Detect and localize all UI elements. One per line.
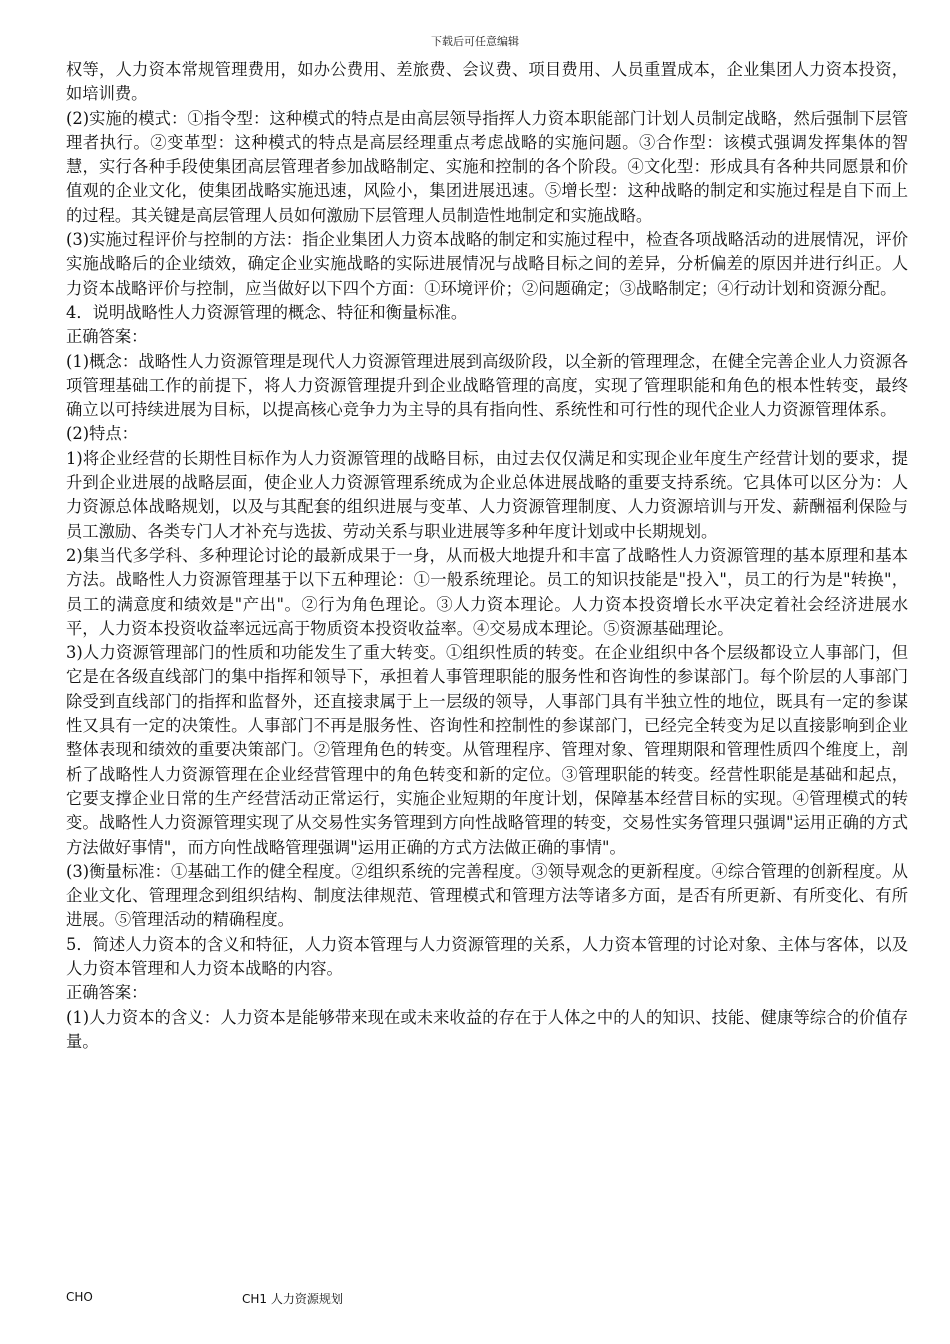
question-heading: 5．简述人力资本的含义和特征，人力资本管理与人力资源管理的关系，人力资本管理的讨论对象、主体与客体，以及人力资本管理和人力资本战略的内容。: [66, 934, 908, 978]
answer-label: 正确答案：: [66, 983, 148, 1003]
paragraph: 3)人力资源管理部门的性质和功能发生了重大转变。①组织性质的转变。在企业组织中各个层级都设立人事部门，但它是在各级直线部门的集中指挥和领导下，承担着人事管理职能的服务性和咨询性的参谋部门。每个阶层的人事部门除受到直线部门的指挥和监督外，还直接隶属于上一层级的领导，人事部门具有半独立性的地位，既具有一定的参谋性又具有一定的决策性。人事部门不再是服务性、咨询性和控制性的参谋部门，已经完全转变为足以直接影响到企业整体表现和绩效的重要决策部门。②管理角色的转变。从管理程序、管理对象、管理期限和管理性质四个维度上，剖析了战略性人力资源管理在企业经营管理中的角色转变和新的定位。③管理职能的转变。经营性职能是基础和起点，它要支撑企业日常的生产经营活动正常运行，实施企业短期的年度计划，保障基本经营目标的实现。④管理模式的转变。战略性人力资源管理实现了从交易性实务管理到方向性战略管理的转变，交易性实务管理只强调"运用正确的方式方法做好事情"，而方向性战略管理强调"运用正确的方式方法做正确的事情"。: [66, 643, 908, 857]
paragraph: 1)将企业经营的长期性目标作为人力资源管理的战略目标，由过去仅仅满足和实现企业年度生产经营计划的要求，提升到企业进展的战略层面，使企业人力资源管理系统成为企业总体进展战略的重要支持系统。它具体可以区分为：人力资源总体战略规划，以及与其配套的组织进展与变革、人力资源管理制度、人力资源培训与开发、薪酬福利保险与员工激励、各类专门人才补充与选拔、劳动关系与职业进展等多种年度计划或中长期规划。: [66, 448, 908, 541]
paragraph: (3)实施过程评价与控制的方法：指企业集团人力资本战略的制定和实施过程中，检查各项战略活动的进展情况，评价实施战略后的企业绩效，确定企业实施战略的实际进展情况与战略目标之间的差异，分析偏差的原因并进行纠正。人力资本战略评价与控制，应当做好以下四个方面：①环境评价；②问题确定；③战略制定；④行动计划和资源分配。: [66, 230, 908, 298]
paragraph: 2)集当代多学科、多种理论讨论的最新成果于一身，从而极大地提升和丰富了战略性人力资源管理的基本原理和基本方法。战略性人力资源管理基于以下五种理论：①一般系统理论。员工的知识技能是"投入"，员工的行为是"转换"，员工的满意度和绩效是"产出"。②行为角色理论。③人力资本理论。人力资本投资增长水平决定着社会经济进展水平，人力资本投资收益率远远高于物质资本投资收益率。④交易成本理论。⑤资源基础理论。: [66, 545, 908, 638]
footer-left: CHO: [66, 1290, 93, 1304]
answer-label: 正确答案：: [66, 327, 148, 347]
paragraph: (2)特点：: [66, 424, 138, 444]
paragraph: (2)实施的模式：①指令型：这种模式的特点是由高层领导指挥人力资本职能部门计划人员制定战略，然后强制下层管理者执行。②变革型：这种模式的特点是高层经理重点考虑战略的实施问题。③合作型：该模式强调发挥集体的智慧，实行各种手段使集团高层管理者参加战略制定、实施和控制的各个阶段。④文化型：形成具有各种共同愿景和价值观的企业文化，使集团战略实施迅速，风险小，集团进展迅速。⑤增长型：这种战略的制定和实施过程是自下而上的过程。其关键是高层管理人员如何激励下层管理人员制造性地制定和实施战略。: [66, 108, 908, 225]
paragraph: (1)人力资本的含义：人力资本是能够带来现在或未来收益的存在于人体之中的人的知识、技能、健康等综合的价值存量。: [66, 1007, 908, 1051]
footer-right: CH1 人力资源规划: [242, 1292, 343, 1306]
question-heading: 4．说明战略性人力资源管理的概念、特征和衡量标准。: [66, 302, 468, 322]
paragraph: (1)概念：战略性人力资源管理是现代人力资源管理进展到高级阶段，以全新的管理理念，在健全完善企业人力资源各项管理基础工作的前提下，将人力资源管理提升到企业战略管理的高度，实现了管理职能和角色的根本性转变，最终确立以可持续进展为目标，以提高核心竞争力为主导的具有指向性、系统性和可行性的现代企业人力资源管理体系。: [66, 351, 908, 420]
paragraph: 权等，人力资本常规管理费用，如办公费用、差旅费、会议费、项目费用、人员重置成本，企业集团人力资本投资，如培训费。: [66, 60, 908, 104]
page-header: 下载后可任意编辑: [431, 35, 519, 48]
paragraph: (3)衡量标准：①基础工作的健全程度。②组织系统的完善程度。③领导观念的更新程度。④综合管理的创新程度。从企业文化、管理理念到组织结构、制度法律规范、管理模式和管理方法等诸多方面，是否有所更新、有所变化、有所进展。⑤管理活动的精确程度。: [66, 861, 908, 930]
document-body: [66, 58, 908, 1054]
